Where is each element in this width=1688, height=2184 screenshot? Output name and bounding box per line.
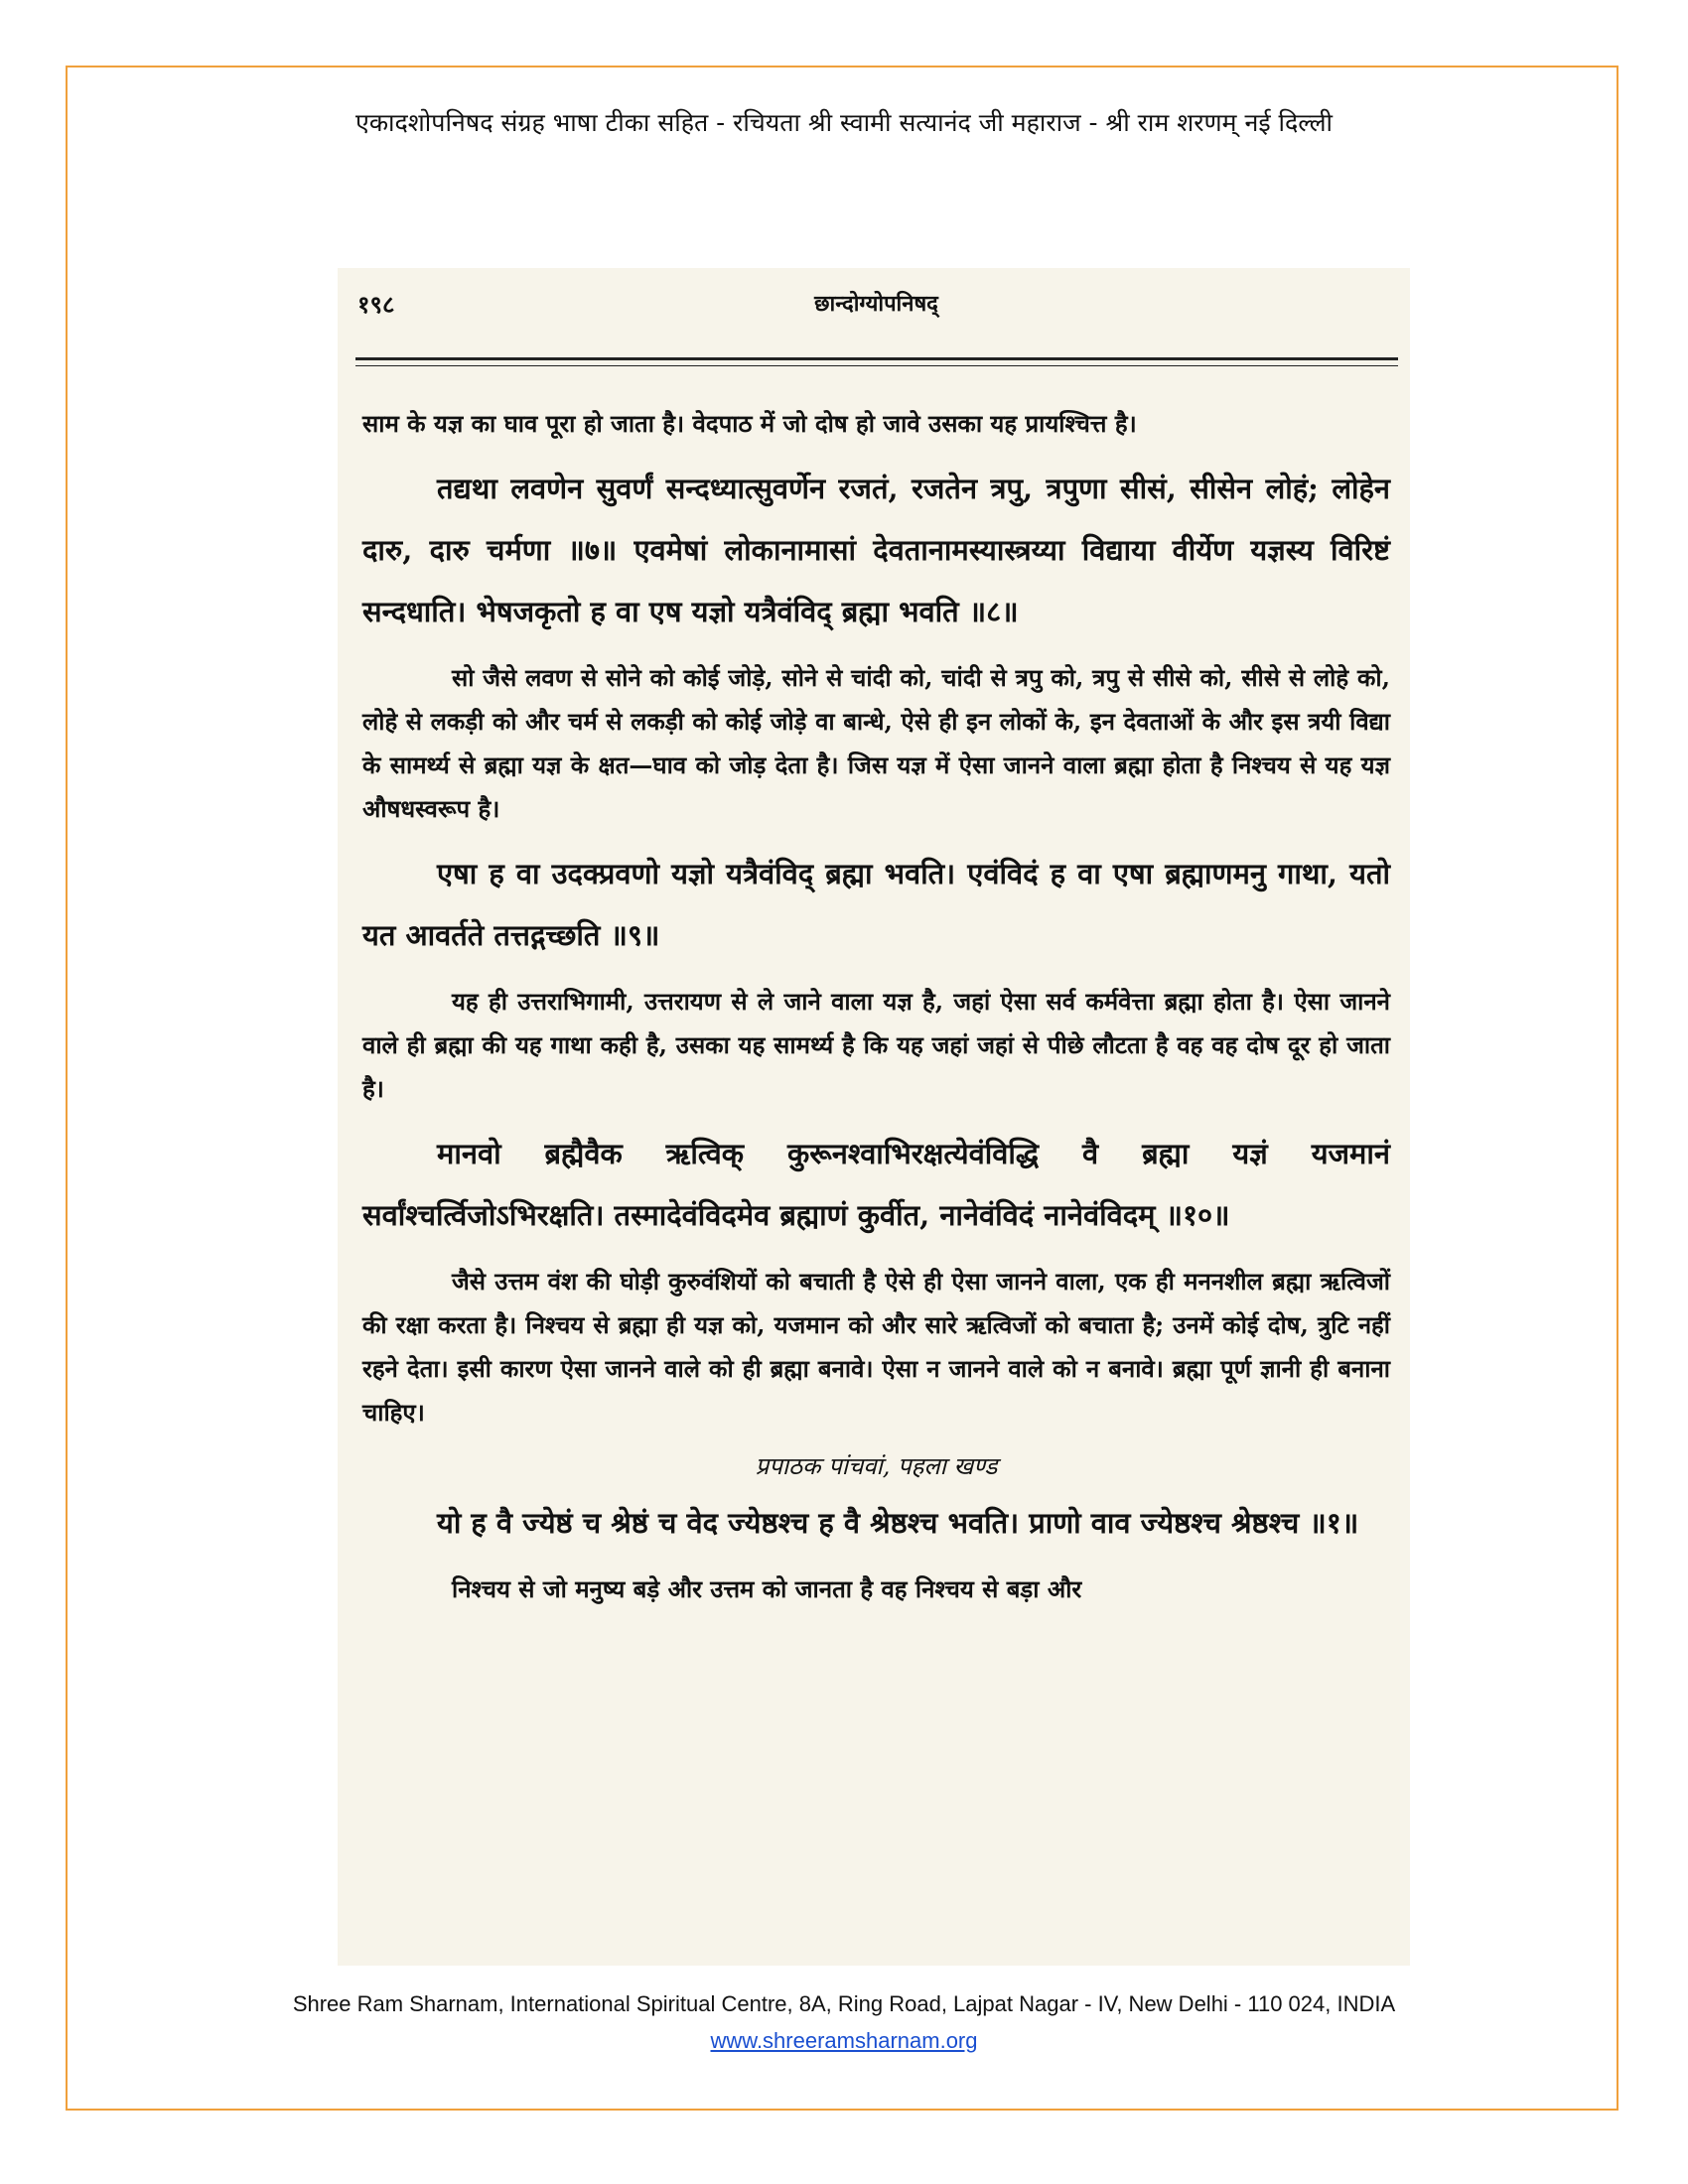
scan-body xyxy=(362,402,1390,1623)
sloka-verse: मानवो ब्रह्मैवैक ऋत्विक् कुरूनश्वाभिरक्षत्येवंविद्धि वै ब्रह्मा यज्ञं यजमानं सर्वांश्चर्त्विजोऽभिरक्षति। तस्मादेवंविदमेव ब्रह्माणं कुर्वीत, नानेवंविदं नानेवंविदम् ॥१०॥ xyxy=(362,1137,1390,1232)
scan-running-head xyxy=(357,288,1395,328)
commentary-paragraph: जैसे उत्तम वंश की घोड़ी कुरुवंशियों को बचाती है ऐसे ही ऐसा जानने वाला, एक ही मननशील ब्रह्मा ऋत्विजों की रक्षा करता है। निश्चय से ब्रह्मा ही यज्ञ को, यजमान को और सारे ऋत्विजों को बचाता है; उनमें कोई दोष, त्रुटि नहीं रहने देता। इसी कारण ऐसा जानने वाले को ही ब्रह्मा बनावे। ऐसा न जानने वाले को न बनावे। ब्रह्मा पूर्ण ज्ञानी ही बनाना चाहिए। xyxy=(362,1267,1390,1427)
sloka-verse: यो ह वै ज्येष्ठं च श्रेष्ठं च वेद ज्येष्ठश्च ह वै श्रेष्ठश्च भवति। प्राणो वाव ज्येष्ठश्च श्रेष्ठश्च ॥१॥ xyxy=(437,1506,1359,1540)
footer-link-wrapper xyxy=(0,2028,1688,2054)
section-heading: प्रपाठक पांचवां, पहला खण्ड xyxy=(755,1452,998,1480)
chapter-title: छान्दोग्योपनिषद् xyxy=(814,291,938,317)
website-link[interactable]: www.shreeramsharnam.org xyxy=(710,2028,978,2053)
commentary-paragraph: निश्चय से जो मनुष्य बड़े और उत्तम को जानता है वह निश्चय से बड़ा और xyxy=(452,1574,1082,1603)
sloka-verse: तद्यथा लवणेन सुवर्णं सन्दध्यात्सुवर्णेन रजतं, रजतेन त्रपु, त्रपुणा सीसं, सीसेन लोहं; लोहेन दारु, दारु चर्मणा ॥७॥ एवमेषां लोकानामासां देवतानामस्यास्त्रय्या विद्याया वीर्येण यज्ञस्य विरिष्टं सन्दधाति। भेषजकृतो ह वा एष यज्ञो यत्रैवंविद् ब्रह्मा भवति ॥८॥ xyxy=(362,472,1390,628)
commentary-paragraph: सो जैसे लवण से सोने को कोई जोड़े, सोने से चांदी को, चांदी से त्रपु को, त्रपु से सीसे को, सीसे से लोहे को, लोहे से लकड़ी को और चर्म से लकड़ी को कोई जोड़े वा बान्धे, ऐसे ही इन लोकों के, इन देवताओं के और इस त्रयी विद्या के सामर्थ्य से ब्रह्मा यज्ञ के क्षत—घाव को जोड़ देता है। जिस यज्ञ में ऐसा जानने वाला ब्रह्मा होता है निश्चय से यह यज्ञ औषधस्वरूप है। xyxy=(362,663,1390,823)
page-number: १९८ xyxy=(357,290,395,319)
header-rule xyxy=(355,357,1398,360)
commentary-paragraph: यह ही उत्तराभिगामी, उत्तरायण से ले जाने वाला यज्ञ है, जहां ऐसा सर्व कर्मवेत्ता ब्रह्मा होता है। ऐसा जानने वाले ही ब्रह्मा की यह गाथा कही है, उसका यह सामर्थ्य है कि यह जहां जहां से पीछे लौटता है वह वह दोष दूर हो जाता है। xyxy=(362,987,1390,1103)
document-header: एकादशोपनिषद संग्रह भाषा टीका सहित - रचियता श्री स्वामी सत्यानंद जी महाराज - श्री राम शरणम् नई दिल्ली xyxy=(355,108,1333,137)
sloka-verse: एषा ह वा उदक्प्रवणो यज्ञो यत्रैवंविद् ब्रह्मा भवति। एवंविदं ह वा एषा ब्रह्माणमनु गाथा, यतो यत आवर्तते तत्तद्गच्छति ॥९॥ xyxy=(362,857,1390,952)
commentary-paragraph: साम के यज्ञ का घाव पूरा हो जाता है। वेदपाठ में जो दोष हो जावे उसका यह प्रायश्चित्त है। xyxy=(362,409,1137,438)
header-rule-thin xyxy=(355,365,1398,366)
footer-address: Shree Ram Sharnam, International Spiritual Centre, 8A, Ring Road, Lajpat Nagar - IV, New Delhi - 110 024, INDIA xyxy=(292,1991,1396,2016)
